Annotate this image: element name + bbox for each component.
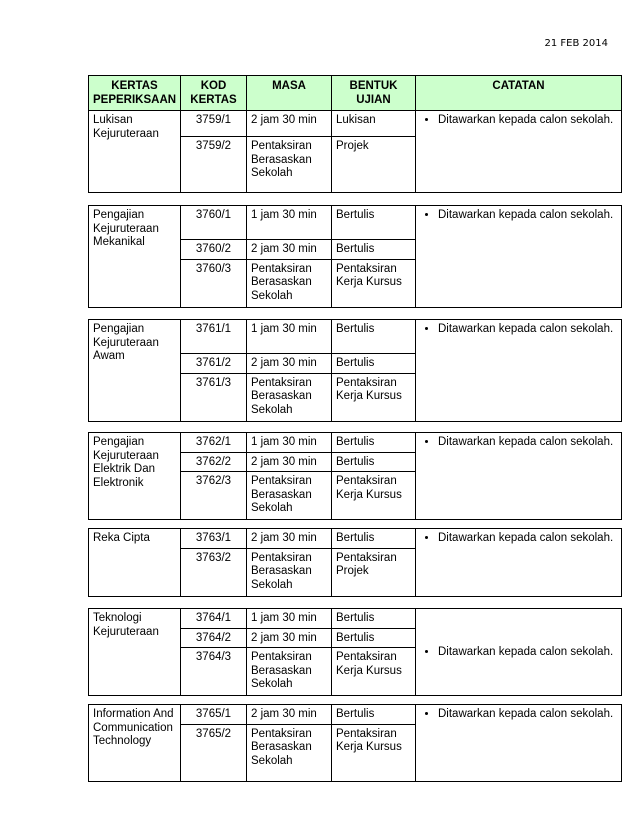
bentuk-cell: Pentaksiran Kerja Kursus <box>332 724 416 781</box>
masa-cell: Pentaksiran Berasaskan Sekolah <box>247 472 332 520</box>
kod-cell: 3762/1 <box>181 433 247 453</box>
subject-cell: Pengajian Kejuruteraan Elektrik Dan Elektronik <box>89 433 181 520</box>
masa-cell: 2 jam 30 min <box>247 452 332 472</box>
masa-cell: 2 jam 30 min <box>247 529 332 549</box>
table-row <box>89 111 622 137</box>
bentuk-cell: Pentaksiran Kerja Kursus <box>332 472 416 520</box>
bentuk-cell: Bertulis <box>332 452 416 472</box>
document-date: 21 FEB 2014 <box>544 38 608 49</box>
bentuk-cell: Bertulis <box>332 433 416 453</box>
note-item: • Ditawarkan kepada calon sekolah. <box>438 323 617 337</box>
masa-cell: 2 jam 30 min <box>247 111 332 137</box>
subject-cell: Information And Communication Technology <box>89 705 181 782</box>
header-kertas: KERTAS PEPERIKSAAN <box>89 76 181 111</box>
bentuk-cell: Bertulis <box>332 354 416 374</box>
masa-cell: 2 jam 30 min <box>247 240 332 260</box>
group-table <box>88 528 622 597</box>
note-item: • Ditawarkan kepada calon sekolah. <box>438 436 617 450</box>
kod-cell: 3761/2 <box>181 354 247 374</box>
note-item: • Ditawarkan kepada calon sekolah. <box>438 646 617 660</box>
subject-cell: Pengajian Kejuruteraan Mekanikal <box>89 206 181 308</box>
header-table <box>88 75 622 193</box>
bentuk-cell: Pentaksiran Projek <box>332 548 416 596</box>
group-table <box>88 319 622 422</box>
masa-cell: Pentaksiran Berasaskan Sekolah <box>247 259 332 307</box>
subject-cell: Reka Cipta <box>89 529 181 597</box>
bentuk-cell: Bertulis <box>332 240 416 260</box>
masa-cell: Pentaksiran Berasaskan Sekolah <box>247 724 332 781</box>
table-row <box>89 320 622 354</box>
bentuk-cell: Lukisan <box>332 111 416 137</box>
note-item: • Ditawarkan kepada calon sekolah. <box>438 532 617 546</box>
table-row <box>89 609 622 629</box>
bentuk-cell: Projek <box>332 137 416 193</box>
kod-cell: 3763/1 <box>181 529 247 549</box>
group-table <box>88 432 622 520</box>
bentuk-cell: Bertulis <box>332 529 416 549</box>
note-item: • Ditawarkan kepada calon sekolah. <box>438 114 617 128</box>
bentuk-cell: Pentaksiran Kerja Kursus <box>332 373 416 421</box>
masa-cell: Pentaksiran Berasaskan Sekolah <box>247 648 332 696</box>
kod-cell: 3764/1 <box>181 609 247 629</box>
table-row <box>89 705 622 725</box>
group-table <box>88 205 622 308</box>
table-row <box>89 529 622 549</box>
note-item: • Ditawarkan kepada calon sekolah. <box>438 209 617 223</box>
catatan-cell <box>416 529 622 597</box>
catatan-cell <box>416 609 622 696</box>
masa-cell: Pentaksiran Berasaskan Sekolah <box>247 137 332 193</box>
bentuk-cell: Bertulis <box>332 320 416 354</box>
table-row <box>89 206 622 240</box>
bentuk-cell: Bertulis <box>332 609 416 629</box>
group-table <box>88 608 622 696</box>
kod-cell: 3764/2 <box>181 628 247 648</box>
kod-cell: 3763/2 <box>181 548 247 596</box>
masa-cell: 2 jam 30 min <box>247 628 332 648</box>
subject-cell: Teknologi Kejuruteraan <box>89 609 181 696</box>
subject-cell: Pengajian Kejuruteraan Awam <box>89 320 181 422</box>
masa-cell: Pentaksiran Berasaskan Sekolah <box>247 373 332 421</box>
catatan-cell <box>416 705 622 782</box>
masa-cell: 1 jam 30 min <box>247 433 332 453</box>
header-masa: MASA <box>247 76 332 111</box>
kod-cell: 3760/2 <box>181 240 247 260</box>
table-row <box>89 433 622 453</box>
bentuk-cell: Pentaksiran Kerja Kursus <box>332 259 416 307</box>
header-catatan: CATATAN <box>416 76 622 111</box>
masa-cell: 2 jam 30 min <box>247 354 332 374</box>
catatan-cell <box>416 111 622 193</box>
bentuk-cell: Pentaksiran Kerja Kursus <box>332 648 416 696</box>
bentuk-cell: Bertulis <box>332 628 416 648</box>
kod-cell: 3764/3 <box>181 648 247 696</box>
catatan-cell <box>416 206 622 308</box>
masa-cell: Pentaksiran Berasaskan Sekolah <box>247 548 332 596</box>
kod-cell: 3761/3 <box>181 373 247 421</box>
masa-cell: 1 jam 30 min <box>247 206 332 240</box>
kod-cell: 3760/1 <box>181 206 247 240</box>
masa-cell: 1 jam 30 min <box>247 320 332 354</box>
catatan-cell <box>416 320 622 422</box>
bentuk-cell: Bertulis <box>332 206 416 240</box>
group-table <box>88 704 622 782</box>
kod-cell: 3762/2 <box>181 452 247 472</box>
masa-cell: 1 jam 30 min <box>247 609 332 629</box>
masa-cell: 2 jam 30 min <box>247 705 332 725</box>
kod-cell: 3762/3 <box>181 472 247 520</box>
kod-cell: 3765/2 <box>181 724 247 781</box>
header-kod: KOD KERTAS <box>181 76 247 111</box>
subject-cell: Lukisan Kejuruteraan <box>89 111 181 193</box>
kod-cell: 3759/2 <box>181 137 247 193</box>
kod-cell: 3761/1 <box>181 320 247 354</box>
header-bentuk: BENTUK UJIAN <box>332 76 416 111</box>
kod-cell: 3760/3 <box>181 259 247 307</box>
note-item: • Ditawarkan kepada calon sekolah. <box>438 708 617 722</box>
kod-cell: 3759/1 <box>181 111 247 137</box>
bentuk-cell: Bertulis <box>332 705 416 725</box>
kod-cell: 3765/1 <box>181 705 247 725</box>
catatan-cell <box>416 433 622 520</box>
